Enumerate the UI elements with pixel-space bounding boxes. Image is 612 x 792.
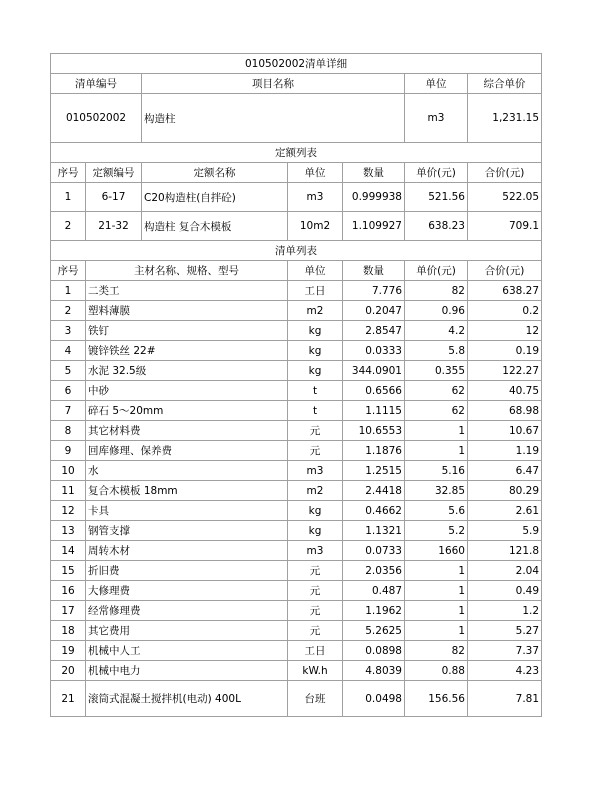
list-material: 周转木材 xyxy=(86,541,288,561)
list-seq: 14 xyxy=(51,541,86,561)
quota-header-unit: 单位 xyxy=(288,163,343,183)
list-unit: 台班 xyxy=(288,681,343,717)
list-qty: 4.8039 xyxy=(343,661,405,681)
list-row xyxy=(51,421,542,441)
list-total: 638.27 xyxy=(468,281,542,301)
quota-qty: 0.999938 xyxy=(343,183,405,212)
quota-price: 638.23 xyxy=(405,212,468,241)
list-row xyxy=(51,601,542,621)
list-total: 7.81 xyxy=(468,681,542,717)
list-row xyxy=(51,461,542,481)
quota-total: 522.05 xyxy=(468,183,542,212)
list-material: 镀锌铁丝 22# xyxy=(86,341,288,361)
list-unit: m3 xyxy=(288,541,343,561)
list-qty: 1.1962 xyxy=(343,601,405,621)
list-row xyxy=(51,661,542,681)
list-row xyxy=(51,321,542,341)
list-total: 0.19 xyxy=(468,341,542,361)
list-qty: 0.0498 xyxy=(343,681,405,717)
list-total: 80.29 xyxy=(468,481,542,501)
quota-header-seq: 序号 xyxy=(51,163,86,183)
list-price: 0.355 xyxy=(405,361,468,381)
list-total: 6.47 xyxy=(468,461,542,481)
list-seq: 6 xyxy=(51,381,86,401)
list-seq: 10 xyxy=(51,461,86,481)
list-total: 1.19 xyxy=(468,441,542,461)
list-material: 机械中人工 xyxy=(86,641,288,661)
list-material: 滚筒式混凝土搅拌机(电动) 400L xyxy=(86,681,288,717)
quota-price: 521.56 xyxy=(405,183,468,212)
list-unit: 工日 xyxy=(288,281,343,301)
list-price: 82 xyxy=(405,641,468,661)
list-unit: kW.h xyxy=(288,661,343,681)
quota-row xyxy=(51,183,542,212)
quota-unit: 10m2 xyxy=(288,212,343,241)
bill-detail-table xyxy=(50,53,542,717)
list-total: 5.9 xyxy=(468,521,542,541)
quota-seq: 1 xyxy=(51,183,86,212)
list-material: 钢管支撑 xyxy=(86,521,288,541)
quota-header-qty: 数量 xyxy=(343,163,405,183)
list-seq: 3 xyxy=(51,321,86,341)
list-row xyxy=(51,681,542,717)
list-unit: 元 xyxy=(288,421,343,441)
list-total: 10.67 xyxy=(468,421,542,441)
list-seq: 13 xyxy=(51,521,86,541)
list-unit: t xyxy=(288,381,343,401)
list-row xyxy=(51,341,542,361)
list-row xyxy=(51,401,542,421)
list-header-row xyxy=(51,261,542,281)
header-item-name: 项目名称 xyxy=(142,74,405,94)
list-price: 5.2 xyxy=(405,521,468,541)
list-unit: 元 xyxy=(288,561,343,581)
list-price: 1660 xyxy=(405,541,468,561)
list-unit: kg xyxy=(288,361,343,381)
list-row xyxy=(51,301,542,321)
list-qty: 1.1876 xyxy=(343,441,405,461)
list-total: 0.2 xyxy=(468,301,542,321)
quota-name: C20构造柱(自拌砼) xyxy=(142,183,288,212)
list-price: 1 xyxy=(405,601,468,621)
quota-row xyxy=(51,212,542,241)
list-seq: 8 xyxy=(51,421,86,441)
list-price: 1 xyxy=(405,421,468,441)
list-qty: 0.2047 xyxy=(343,301,405,321)
list-unit: kg xyxy=(288,501,343,521)
list-unit: m2 xyxy=(288,301,343,321)
quota-header-price: 单价(元) xyxy=(405,163,468,183)
list-material: 中砂 xyxy=(86,381,288,401)
list-header-price: 单价(元) xyxy=(405,261,468,281)
list-row xyxy=(51,581,542,601)
list-material: 卡具 xyxy=(86,501,288,521)
list-row xyxy=(51,501,542,521)
list-price: 156.56 xyxy=(405,681,468,717)
list-qty: 0.6566 xyxy=(343,381,405,401)
list-price: 62 xyxy=(405,381,468,401)
list-total: 2.61 xyxy=(468,501,542,521)
list-unit: 工日 xyxy=(288,641,343,661)
table-title: 010502002清单详细 xyxy=(51,54,542,74)
list-material: 铁钉 xyxy=(86,321,288,341)
summary-name: 构造柱 xyxy=(142,94,405,143)
list-seq: 9 xyxy=(51,441,86,461)
list-qty: 2.0356 xyxy=(343,561,405,581)
list-seq: 15 xyxy=(51,561,86,581)
list-unit: m3 xyxy=(288,461,343,481)
list-price: 0.96 xyxy=(405,301,468,321)
list-material: 二类工 xyxy=(86,281,288,301)
list-qty: 344.0901 xyxy=(343,361,405,381)
list-seq: 2 xyxy=(51,301,86,321)
list-price: 0.88 xyxy=(405,661,468,681)
list-material: 塑料薄膜 xyxy=(86,301,288,321)
list-total: 68.98 xyxy=(468,401,542,421)
list-qty: 0.487 xyxy=(343,581,405,601)
list-row xyxy=(51,641,542,661)
list-row xyxy=(51,521,542,541)
list-material: 经常修理费 xyxy=(86,601,288,621)
list-material: 其它材料费 xyxy=(86,421,288,441)
list-qty: 2.4418 xyxy=(343,481,405,501)
list-unit: 元 xyxy=(288,601,343,621)
quota-header-row xyxy=(51,163,542,183)
list-qty: 0.0898 xyxy=(343,641,405,661)
list-unit: 元 xyxy=(288,581,343,601)
list-seq: 5 xyxy=(51,361,86,381)
list-material: 水 xyxy=(86,461,288,481)
list-row xyxy=(51,441,542,461)
list-seq: 20 xyxy=(51,661,86,681)
list-unit: kg xyxy=(288,321,343,341)
list-total: 7.37 xyxy=(468,641,542,661)
list-price: 1 xyxy=(405,561,468,581)
header-code: 清单编号 xyxy=(51,74,142,94)
summary-code: 010502002 xyxy=(51,94,142,143)
list-qty: 0.0733 xyxy=(343,541,405,561)
list-row xyxy=(51,381,542,401)
list-row xyxy=(51,541,542,561)
list-header-seq: 序号 xyxy=(51,261,86,281)
list-material: 水泥 32.5级 xyxy=(86,361,288,381)
list-total: 40.75 xyxy=(468,381,542,401)
list-price: 5.6 xyxy=(405,501,468,521)
list-material: 折旧费 xyxy=(86,561,288,581)
list-seq: 18 xyxy=(51,621,86,641)
list-price: 82 xyxy=(405,281,468,301)
list-row xyxy=(51,561,542,581)
list-price: 4.2 xyxy=(405,321,468,341)
quota-code: 6-17 xyxy=(86,183,142,212)
list-row xyxy=(51,361,542,381)
quota-header-name: 定额名称 xyxy=(142,163,288,183)
quota-seq: 2 xyxy=(51,212,86,241)
list-unit: t xyxy=(288,401,343,421)
list-seq: 17 xyxy=(51,601,86,621)
list-material: 回库修理、保养费 xyxy=(86,441,288,461)
list-seq: 21 xyxy=(51,681,86,717)
quota-section-title: 定额列表 xyxy=(51,143,542,163)
list-price: 5.16 xyxy=(405,461,468,481)
quota-header-total: 合价(元) xyxy=(468,163,542,183)
list-seq: 12 xyxy=(51,501,86,521)
list-seq: 11 xyxy=(51,481,86,501)
list-total: 5.27 xyxy=(468,621,542,641)
header-unit: 单位 xyxy=(405,74,468,94)
list-total: 1.2 xyxy=(468,601,542,621)
list-row xyxy=(51,621,542,641)
list-price: 32.85 xyxy=(405,481,468,501)
list-row xyxy=(51,481,542,501)
quota-name: 构造柱 复合木模板 xyxy=(142,212,288,241)
list-total: 121.8 xyxy=(468,541,542,561)
list-unit: 元 xyxy=(288,621,343,641)
list-header-unit: 单位 xyxy=(288,261,343,281)
list-row xyxy=(51,281,542,301)
list-qty: 2.8547 xyxy=(343,321,405,341)
list-material: 碎石 5～20mm xyxy=(86,401,288,421)
list-qty: 10.6553 xyxy=(343,421,405,441)
summary-unit: m3 xyxy=(405,94,468,143)
list-qty: 0.0333 xyxy=(343,341,405,361)
list-price: 1 xyxy=(405,621,468,641)
list-unit: m2 xyxy=(288,481,343,501)
list-price: 1 xyxy=(405,581,468,601)
list-seq: 7 xyxy=(51,401,86,421)
summary-unit-price: 1,231.15 xyxy=(468,94,542,143)
list-qty: 1.1321 xyxy=(343,521,405,541)
list-material: 机械中电力 xyxy=(86,661,288,681)
list-price: 62 xyxy=(405,401,468,421)
list-material: 其它费用 xyxy=(86,621,288,641)
quota-qty: 1.109927 xyxy=(343,212,405,241)
list-material: 复合木模板 18mm xyxy=(86,481,288,501)
list-qty: 1.2515 xyxy=(343,461,405,481)
list-qty: 5.2625 xyxy=(343,621,405,641)
list-price: 1 xyxy=(405,441,468,461)
list-total: 12 xyxy=(468,321,542,341)
list-section-title: 清单列表 xyxy=(51,241,542,261)
list-unit: kg xyxy=(288,521,343,541)
list-qty: 7.776 xyxy=(343,281,405,301)
list-seq: 4 xyxy=(51,341,86,361)
header-unit-price: 综合单价 xyxy=(468,74,542,94)
list-qty: 0.4662 xyxy=(343,501,405,521)
list-seq: 16 xyxy=(51,581,86,601)
list-unit: 元 xyxy=(288,441,343,461)
list-material: 大修理费 xyxy=(86,581,288,601)
list-total: 0.49 xyxy=(468,581,542,601)
list-seq: 1 xyxy=(51,281,86,301)
list-total: 2.04 xyxy=(468,561,542,581)
list-unit: kg xyxy=(288,341,343,361)
list-price: 5.8 xyxy=(405,341,468,361)
list-total: 4.23 xyxy=(468,661,542,681)
list-total: 122.27 xyxy=(468,361,542,381)
list-qty: 1.1115 xyxy=(343,401,405,421)
quota-total: 709.1 xyxy=(468,212,542,241)
list-header-total: 合价(元) xyxy=(468,261,542,281)
quota-code: 21-32 xyxy=(86,212,142,241)
list-header-material: 主材名称、规格、型号 xyxy=(86,261,288,281)
list-seq: 19 xyxy=(51,641,86,661)
quota-header-code: 定额编号 xyxy=(86,163,142,183)
quota-unit: m3 xyxy=(288,183,343,212)
list-header-qty: 数量 xyxy=(343,261,405,281)
